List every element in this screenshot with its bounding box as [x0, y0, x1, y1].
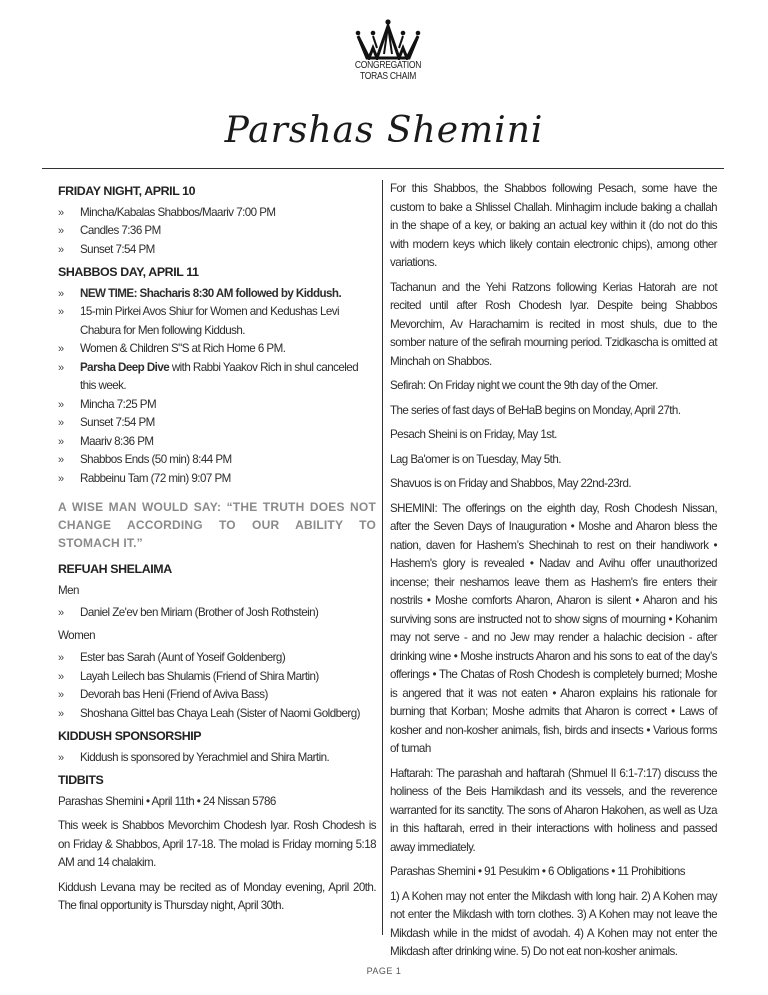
tidbit-paragraph: Parashas Shemini • April 11th • 24 Nissan 5786 [58, 794, 276, 808]
list-item: » 15-min Pirkei Avos Shiur for Women and Kedushas Levi Chabura for Men following Kiddush. [58, 305, 340, 337]
list-item: » Shoshana Gittel bas Chaya Leah (Sister of Naomi Goldberg) [58, 705, 376, 724]
bullet-icon: » [58, 435, 64, 448]
bullet-icon: » [58, 670, 64, 683]
list-item: » Mincha 7:25 PM [58, 396, 376, 415]
wise-man-quote: A WISE MAN WOULD SAY: “THE TRUTH DOES NOT CHANGE ACCORDING TO OUR ABILITY TO STOMACH IT.” [58, 500, 376, 550]
paragraph-mitzvos-list: 1) A Kohen may not enter the Mikdash with long hair. 2) A Kohen may not enter the Mikdash with torn clothes. 3) A Kohen may not leave the Mikdash while in the midst of avodah. 4) A Kohen may not enter the Mikdash after drinking wine. 5) Do not eat non-kosher animals. [390, 889, 717, 958]
paragraph-shlissel-challah: For this Shabbos, the Shabbos following Pesach, some have the custom to bake a Shlissel Challah. Minhagim include baking a challah in the shape of a key, or baking an actual key within it (do not do this with modern keys which likely contain electronic chips), among other variations. [390, 182, 717, 269]
list-item: » Parsha Deep Dive with Rabbi Yaakov Rich in shul canceled this week. [58, 360, 359, 392]
bullet-icon: » [58, 361, 64, 374]
list-item: » Sunset 7:54 PM [58, 414, 376, 433]
bullet-icon: » [58, 607, 64, 619]
list-item: » Shabbos Ends (50 min) 8:44 PM [58, 451, 376, 470]
left-column [58, 180, 376, 922]
paragraph-mitzvos-count: Parashas Shemini • 91 Pesukim • 6 Obligations • 11 Prohibitions [390, 865, 686, 878]
header-divider [42, 168, 724, 169]
org-name-line2: TORAS CHAIM [359, 71, 417, 82]
list-item: » Daniel Ze'ev ben Miriam (Brother of Josh Rothstein) [58, 604, 376, 623]
shabbos-schedule [58, 285, 376, 489]
bullet-icon: » [58, 751, 64, 764]
friday-heading: FRIDAY NIGHT, APRIL 10 [58, 184, 196, 198]
bullet-icon: » [58, 398, 64, 411]
friday-schedule [58, 204, 376, 260]
paragraph-shavuos: Shavuos is on Friday and Shabbos, May 22nd-23rd. [390, 477, 632, 490]
bullet-icon: » [58, 652, 64, 664]
bullet-icon: » [58, 243, 64, 256]
paragraph-behab: The series of fast days of BeHaB begins on Monday, April 27th. [390, 403, 681, 417]
bullet-icon: » [58, 417, 64, 429]
paragraph-pesach-sheini: Pesach Sheini is on Friday, May 1st. [390, 428, 557, 441]
bullet-icon: » [58, 707, 64, 720]
paragraph-tachanun: Tachanun and the Yehi Ratzons following Kerias Hatorah are not recited until after Rosh Chodesh Iyar. Despite being Shabbos Mevorchim, Av Harachamim is recited in most shuls, due to the somber nature of the sefirah mourning period. Tzidkascha is omitted at Minchah on Shabbos. [390, 280, 717, 368]
bullet-icon: » [58, 287, 64, 300]
list-item: » Rabbeinu Tam (72 min) 9:07 PM [58, 470, 376, 489]
column-divider [382, 180, 383, 935]
tidbit-paragraph: This week is Shabbos Mevorchim Chodesh Iyar. Rosh Chodesh is on Friday & Shabbos, April 17-18. The molad is Friday morning 5:18 AM and 14 chalakim. [58, 819, 376, 869]
bullet-icon: » [58, 472, 64, 485]
page-title: Parshas Shemini [224, 110, 544, 151]
list-item: » Kiddush is sponsored by Yerachmiel and Shira Martin. [58, 749, 376, 768]
men-label: Men [58, 583, 79, 597]
paragraph-lag-baomer: Lag Ba'omer is on Tuesday, May 5th. [390, 452, 561, 466]
congregation-logo [338, 18, 438, 98]
tidbit-paragraph: Kiddush Levana may be recited as of Monday evening, April 20th. The final opportunity is Thursday night, April 30th. [58, 880, 376, 912]
bullet-icon: » [58, 306, 64, 318]
list-item: » Women & Children S"S at Rich Home 6 PM. [58, 340, 376, 359]
kiddush-heading: KIDDUSH SPONSORSHIP [58, 729, 202, 743]
right-column [390, 180, 717, 968]
list-item: » NEW TIME: Shacharis 8:30 AM followed by Kiddush. [58, 285, 376, 304]
bullet-icon: » [58, 343, 64, 355]
bullet-icon: » [58, 206, 64, 219]
org-name-line1: CONGREGATION [354, 60, 422, 71]
bullet-icon: » [58, 689, 64, 701]
list-item: » Layah Leilech bas Shulamis (Friend of Shira Martin) [58, 668, 376, 687]
paragraph-sefirah: Sefirah: On Friday night we count the 9th day of the Omer. [390, 379, 658, 392]
refuah-women-list [58, 649, 376, 723]
list-item: » Candles 7:36 PM [58, 222, 376, 241]
refuah-men-list [58, 604, 376, 623]
list-item: » Maariv 8:36 PM [58, 433, 376, 452]
shabbos-heading: SHABBOS DAY, APRIL 11 [58, 265, 199, 279]
kiddush-list [58, 749, 376, 768]
page-number: PAGE 1 [366, 966, 402, 976]
paragraph-haftarah: Haftarah: The parashah and haftarah (Shmuel II 6:1-7:17) discuss the holiness of the Beis Hamikdash and its vessels, and the reverence warranted for its sanctity. The sons of Aharon Hakohen, as well as Uza in this haftarah, erred in their interactions with holiness and passed away immediately. [390, 766, 717, 854]
refuah-heading: REFUAH SHELAIMA [58, 562, 172, 576]
paragraph-shemini-summary: SHEMINI: The offerings on the eighth day, Rosh Chodesh Nissan, after the Seven Days of Inauguration • Moshe and Aharon bless the nation, daven for Hashem’s Shechinah to rest on their handiwork • Hashem's glory is revealed • Nadav and Avihu offer unauthorized incense; their neshamos leave them as Hashem's fire enters their nostrils • Moshe comforts Aharon, Aharon is silent • Aharon and his surviving sons are instructed not to show signs of mourning • Kohanim may not serve - and no Jew may render a halachic decision - after drinking wine • Moshe instructs Aharon and his sons to eat of the day’s offerings • The Chatas of Rosh Chodesh is completely burned; Moshe is angered that it was not eaten • Aharon explains his rationale for burning that Korban; Moshe admits that Aharon is correct • Laws of kosher and non-kosher animals, fish, birds and insects • Various forms of tumah [390, 501, 717, 755]
crown-icon [353, 18, 423, 60]
tidbits-heading: TIDBITS [58, 773, 104, 787]
list-item: » Sunset 7:54 PM [58, 241, 376, 260]
bullet-icon: » [58, 225, 64, 237]
women-label: Women [58, 628, 95, 642]
list-item: » Devorah bas Heni (Friend of Aviva Bass) [58, 686, 376, 705]
list-item: » Mincha/Kabalas Shabbos/Maariv 7:00 PM [58, 204, 376, 223]
bullet-icon: » [58, 454, 64, 466]
list-item: » Ester bas Sarah (Aunt of Yoseif Goldenberg) [58, 649, 376, 668]
